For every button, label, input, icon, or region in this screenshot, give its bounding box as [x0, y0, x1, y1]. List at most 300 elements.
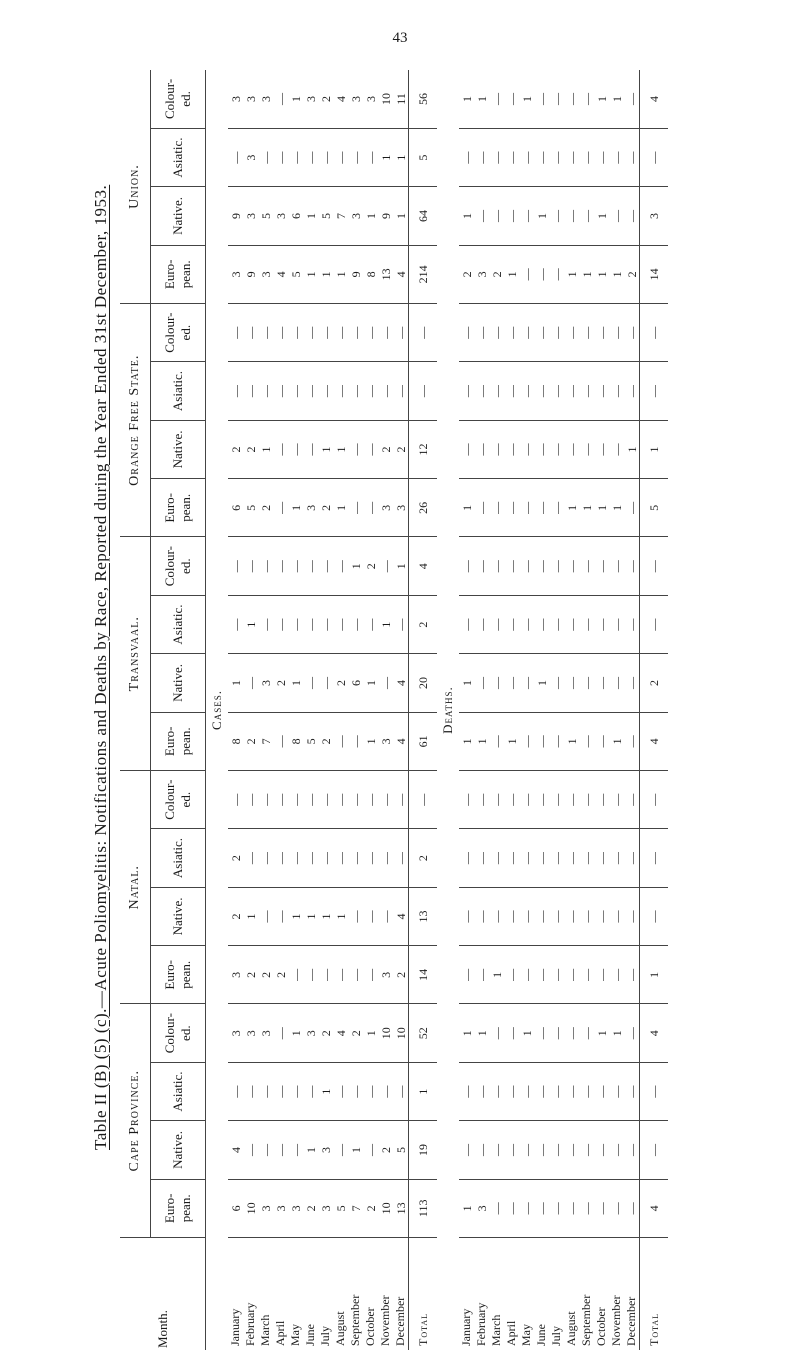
value-cell: 10 [243, 1179, 258, 1237]
value-cell: — [579, 1121, 594, 1179]
value-cell: — [393, 829, 409, 887]
value-cell: 3 [258, 70, 273, 128]
value-cell: — [363, 304, 378, 362]
value-cell: — [534, 537, 549, 595]
value-cell: — [489, 1179, 504, 1237]
value-cell: — [579, 1004, 594, 1062]
month-cell: Total [640, 1238, 669, 1350]
value-cell: — [564, 1004, 579, 1062]
value-cell: — [549, 128, 564, 186]
value-cell: — [534, 128, 549, 186]
value-cell: — [303, 946, 318, 1004]
value-cell: 1 [348, 537, 363, 595]
value-cell: 1 [243, 887, 258, 945]
value-cell: 7 [258, 712, 273, 770]
race-header: Colour-ed. [151, 1004, 206, 1062]
value-cell: — [258, 1062, 273, 1120]
value-cell: 3 [378, 712, 393, 770]
value-cell: — [258, 595, 273, 653]
value-cell: — [624, 887, 640, 945]
value-cell: — [534, 304, 549, 362]
race-header: Euro-pean. [151, 946, 206, 1004]
value-cell: 2 [273, 654, 288, 712]
table-row [273, 70, 288, 1350]
value-cell: 1 [409, 1062, 438, 1120]
value-cell: — [378, 537, 393, 595]
value-cell: — [519, 829, 534, 887]
value-cell: — [549, 537, 564, 595]
month-cell: June [303, 1238, 318, 1350]
value-cell: — [504, 595, 519, 653]
value-cell: — [519, 1179, 534, 1237]
value-cell: 1 [594, 1004, 609, 1062]
table-row [363, 70, 378, 1350]
value-cell: — [579, 595, 594, 653]
month-cell: November [609, 1238, 624, 1350]
value-cell: — [564, 70, 579, 128]
value-cell: 113 [409, 1179, 438, 1237]
value-cell: — [459, 829, 474, 887]
value-cell: — [519, 187, 534, 245]
value-cell: — [504, 829, 519, 887]
value-cell: — [288, 128, 303, 186]
value-cell: — [579, 829, 594, 887]
value-cell: — [459, 128, 474, 186]
value-cell: — [504, 304, 519, 362]
value-cell: — [624, 1179, 640, 1237]
month-cell: October [594, 1238, 609, 1350]
month-cell: Total [409, 1238, 438, 1350]
value-cell: 1 [333, 245, 348, 303]
value-cell: 2 [228, 829, 243, 887]
value-cell: — [288, 1121, 303, 1179]
value-cell: — [594, 304, 609, 362]
value-cell: — [489, 1004, 504, 1062]
value-cell: 1 [363, 654, 378, 712]
value-cell: — [609, 595, 624, 653]
value-cell: — [409, 771, 438, 829]
province-header: Orange Free State. [120, 304, 151, 538]
value-cell: 2 [378, 1121, 393, 1179]
value-cell: — [273, 70, 288, 128]
value-cell: 1 [564, 479, 579, 537]
value-cell: — [474, 304, 489, 362]
race-header: Native. [151, 187, 206, 245]
value-cell: — [549, 887, 564, 945]
value-cell: — [258, 362, 273, 420]
race-header: Native. [151, 654, 206, 712]
value-cell: — [519, 245, 534, 303]
value-cell: — [303, 537, 318, 595]
section-row [437, 70, 459, 1350]
value-cell: — [459, 771, 474, 829]
value-cell: — [288, 1062, 303, 1120]
value-cell: 4 [640, 1179, 669, 1237]
value-cell: — [594, 946, 609, 1004]
value-cell: — [519, 537, 534, 595]
race-header: Asiatic. [151, 1062, 206, 1120]
value-cell: — [288, 771, 303, 829]
total-row [409, 70, 438, 1350]
value-cell: 1 [594, 70, 609, 128]
value-cell: — [640, 771, 669, 829]
value-cell: 5 [243, 479, 258, 537]
month-cell: April [504, 1238, 519, 1350]
value-cell: — [288, 420, 303, 478]
value-cell: — [534, 1004, 549, 1062]
value-cell: 8 [363, 245, 378, 303]
value-cell: — [549, 771, 564, 829]
value-cell: 4 [333, 70, 348, 128]
value-cell: 1 [504, 712, 519, 770]
value-cell: — [534, 1121, 549, 1179]
value-cell: 1 [459, 1179, 474, 1237]
value-cell: — [549, 420, 564, 478]
value-cell: 2 [348, 1004, 363, 1062]
value-cell: — [288, 304, 303, 362]
value-cell: 3 [318, 1179, 333, 1237]
value-cell: — [609, 771, 624, 829]
value-cell: 2 [459, 245, 474, 303]
value-cell: 11 [393, 70, 409, 128]
value-cell: — [228, 537, 243, 595]
race-header: Native. [151, 420, 206, 478]
value-cell: — [333, 946, 348, 1004]
value-cell: 1 [243, 595, 258, 653]
value-cell: — [288, 829, 303, 887]
province-header: Natal. [120, 771, 151, 1005]
value-cell: — [549, 70, 564, 128]
value-cell: — [363, 771, 378, 829]
value-cell: — [549, 1179, 564, 1237]
value-cell: 1 [564, 712, 579, 770]
value-cell: — [519, 771, 534, 829]
value-cell: — [333, 1062, 348, 1120]
value-cell: 2 [393, 420, 409, 478]
value-cell: 1 [288, 654, 303, 712]
value-cell: — [519, 420, 534, 478]
value-cell: 9 [228, 187, 243, 245]
value-cell: — [564, 1121, 579, 1179]
value-cell: 1 [288, 479, 303, 537]
value-cell: — [579, 771, 594, 829]
value-cell: — [363, 595, 378, 653]
value-cell: — [549, 654, 564, 712]
value-cell: 6 [228, 479, 243, 537]
table-caption: Table II (B) (5) (c).—Acute Poliomyelitis: Notifications and Deaths by Race, Reported during the Year Ended 31st December, 1953. [91, 50, 115, 1150]
value-cell: — [243, 304, 258, 362]
race-header: Euro-pean. [151, 712, 206, 770]
value-cell: 2 [228, 887, 243, 945]
value-cell: 2 [243, 420, 258, 478]
value-cell: — [459, 1121, 474, 1179]
value-cell: 9 [348, 245, 363, 303]
value-cell: — [333, 829, 348, 887]
value-cell: — [363, 128, 378, 186]
value-cell: — [594, 362, 609, 420]
value-cell: 1 [640, 420, 669, 478]
value-cell: — [228, 595, 243, 653]
value-cell: — [579, 1062, 594, 1120]
value-cell: 1 [459, 654, 474, 712]
race-header: Euro-pean. [151, 479, 206, 537]
value-cell: — [534, 887, 549, 945]
value-cell: — [474, 1062, 489, 1120]
value-cell: — [489, 829, 504, 887]
value-cell: 13 [393, 1179, 409, 1237]
value-cell: — [378, 771, 393, 829]
value-cell: — [258, 887, 273, 945]
value-cell: 4 [393, 887, 409, 945]
month-cell: October [363, 1238, 378, 1350]
value-cell: 1 [393, 187, 409, 245]
value-cell: — [624, 1004, 640, 1062]
value-cell: 13 [409, 887, 438, 945]
value-cell: — [258, 1121, 273, 1179]
value-cell: 4 [640, 70, 669, 128]
value-cell: 3 [303, 70, 318, 128]
month-cell: July [318, 1238, 333, 1350]
value-cell: — [640, 595, 669, 653]
value-cell: — [579, 654, 594, 712]
value-cell: — [243, 1121, 258, 1179]
value-cell: 3 [228, 245, 243, 303]
value-cell: — [609, 304, 624, 362]
value-cell: — [504, 1004, 519, 1062]
value-cell: — [303, 362, 318, 420]
value-cell: 52 [409, 1004, 438, 1062]
value-cell: — [534, 420, 549, 478]
value-cell: — [303, 128, 318, 186]
month-cell: July [549, 1238, 564, 1350]
value-cell: 2 [318, 712, 333, 770]
value-cell: 2 [333, 654, 348, 712]
value-cell: 2 [303, 1179, 318, 1237]
value-cell: — [534, 245, 549, 303]
value-cell: 12 [409, 420, 438, 478]
value-cell: — [318, 595, 333, 653]
value-cell: — [579, 712, 594, 770]
value-cell: 1 [303, 1121, 318, 1179]
value-cell: — [519, 887, 534, 945]
value-cell: — [564, 537, 579, 595]
table-row [504, 70, 519, 1350]
value-cell: — [624, 946, 640, 1004]
value-cell: — [594, 420, 609, 478]
table-row [318, 70, 333, 1350]
value-cell: 3 [243, 1004, 258, 1062]
value-cell: — [378, 1062, 393, 1120]
value-cell: — [348, 595, 363, 653]
value-cell: 20 [409, 654, 438, 712]
value-cell: 3 [303, 1004, 318, 1062]
value-cell: 3 [640, 187, 669, 245]
value-cell: — [594, 712, 609, 770]
value-cell: — [609, 187, 624, 245]
value-cell: 7 [333, 187, 348, 245]
race-header: Asiatic. [151, 128, 206, 186]
value-cell: 1 [459, 1004, 474, 1062]
value-cell: 2 [624, 245, 640, 303]
value-cell: 5 [303, 712, 318, 770]
value-cell: — [474, 479, 489, 537]
value-cell: — [489, 537, 504, 595]
value-cell: — [579, 362, 594, 420]
value-cell: — [333, 362, 348, 420]
value-cell: 5 [393, 1121, 409, 1179]
value-cell: 1 [393, 128, 409, 186]
total-row [640, 70, 669, 1350]
value-cell: — [504, 537, 519, 595]
month-cell: March [258, 1238, 273, 1350]
value-cell: — [409, 304, 438, 362]
value-cell: 1 [594, 187, 609, 245]
value-cell: — [378, 654, 393, 712]
value-cell: — [318, 128, 333, 186]
value-cell: 1 [228, 654, 243, 712]
value-cell: — [624, 128, 640, 186]
value-cell: — [378, 362, 393, 420]
value-cell: 9 [243, 245, 258, 303]
race-header: Asiatic. [151, 362, 206, 420]
table-row [243, 70, 258, 1350]
value-cell: — [318, 771, 333, 829]
value-cell: 1 [519, 1004, 534, 1062]
value-cell: — [348, 771, 363, 829]
value-cell: 1 [363, 187, 378, 245]
value-cell: — [609, 1062, 624, 1120]
value-cell: 1 [318, 420, 333, 478]
value-cell: — [534, 595, 549, 653]
value-cell: — [273, 304, 288, 362]
value-cell: — [549, 595, 564, 653]
value-cell: 1 [594, 245, 609, 303]
value-cell: — [624, 829, 640, 887]
value-cell: 5 [288, 245, 303, 303]
value-cell: 3 [228, 946, 243, 1004]
value-cell: — [504, 946, 519, 1004]
province-header: Cape Province. [120, 1004, 151, 1238]
value-cell: — [504, 187, 519, 245]
month-cell: June [534, 1238, 549, 1350]
value-cell: — [519, 946, 534, 1004]
value-cell: — [288, 362, 303, 420]
value-cell: 10 [378, 70, 393, 128]
table-row [489, 70, 504, 1350]
value-cell: — [609, 537, 624, 595]
value-cell: 2 [258, 479, 273, 537]
value-cell: 6 [348, 654, 363, 712]
value-cell: — [549, 362, 564, 420]
value-cell: — [594, 654, 609, 712]
value-cell: — [303, 420, 318, 478]
value-cell: — [363, 362, 378, 420]
value-cell: — [489, 1062, 504, 1120]
value-cell: 2 [243, 712, 258, 770]
value-cell: — [393, 1062, 409, 1120]
value-cell: — [333, 595, 348, 653]
value-cell: — [243, 1062, 258, 1120]
value-cell: 2 [363, 1179, 378, 1237]
value-cell: — [594, 128, 609, 186]
value-cell: 5 [640, 479, 669, 537]
value-cell: — [363, 1062, 378, 1120]
value-cell: — [243, 829, 258, 887]
month-cell: December [624, 1238, 640, 1350]
value-cell: — [273, 887, 288, 945]
province-header-row [120, 70, 151, 1350]
value-cell: 2 [489, 245, 504, 303]
value-cell: — [258, 304, 273, 362]
value-cell: 1 [474, 1004, 489, 1062]
value-cell: 1 [303, 887, 318, 945]
value-cell: — [504, 887, 519, 945]
value-cell: — [609, 654, 624, 712]
value-cell: 64 [409, 187, 438, 245]
value-cell: 1 [640, 946, 669, 1004]
value-cell: — [393, 595, 409, 653]
value-cell: — [624, 712, 640, 770]
value-cell: — [474, 420, 489, 478]
value-cell: — [258, 128, 273, 186]
value-cell: — [534, 829, 549, 887]
value-cell: — [624, 70, 640, 128]
value-cell: — [534, 946, 549, 1004]
value-cell: — [519, 1121, 534, 1179]
value-cell: — [504, 654, 519, 712]
value-cell: — [474, 887, 489, 945]
value-cell: 26 [409, 479, 438, 537]
value-cell: — [579, 70, 594, 128]
value-cell: — [378, 829, 393, 887]
value-cell: — [579, 187, 594, 245]
race-header: Colour-ed. [151, 537, 206, 595]
value-cell: 3 [228, 1004, 243, 1062]
value-cell: — [504, 420, 519, 478]
race-header: Asiatic. [151, 829, 206, 887]
value-cell: — [504, 479, 519, 537]
value-cell: — [474, 1121, 489, 1179]
value-cell: — [504, 771, 519, 829]
value-cell: 3 [243, 70, 258, 128]
value-cell: 14 [409, 946, 438, 1004]
value-cell: — [489, 595, 504, 653]
value-cell: 2 [363, 537, 378, 595]
value-cell: 10 [378, 1179, 393, 1237]
value-cell: — [519, 712, 534, 770]
table-row [333, 70, 348, 1350]
value-cell: — [504, 70, 519, 128]
poliomyelitis-table [120, 70, 668, 1350]
value-cell: — [393, 362, 409, 420]
value-cell: — [640, 362, 669, 420]
value-cell: — [273, 1004, 288, 1062]
value-cell: — [333, 771, 348, 829]
value-cell: — [318, 829, 333, 887]
race-header: Euro-pean. [151, 245, 206, 303]
value-cell: 7 [348, 1179, 363, 1237]
month-header: Month. [120, 1238, 206, 1350]
value-cell: 3 [393, 479, 409, 537]
value-cell: — [459, 946, 474, 1004]
value-cell: 5 [318, 187, 333, 245]
value-cell: 1 [378, 595, 393, 653]
value-cell: 1 [378, 128, 393, 186]
value-cell: — [363, 887, 378, 945]
value-cell: 4 [640, 712, 669, 770]
month-cell: February [474, 1238, 489, 1350]
table-row [258, 70, 273, 1350]
